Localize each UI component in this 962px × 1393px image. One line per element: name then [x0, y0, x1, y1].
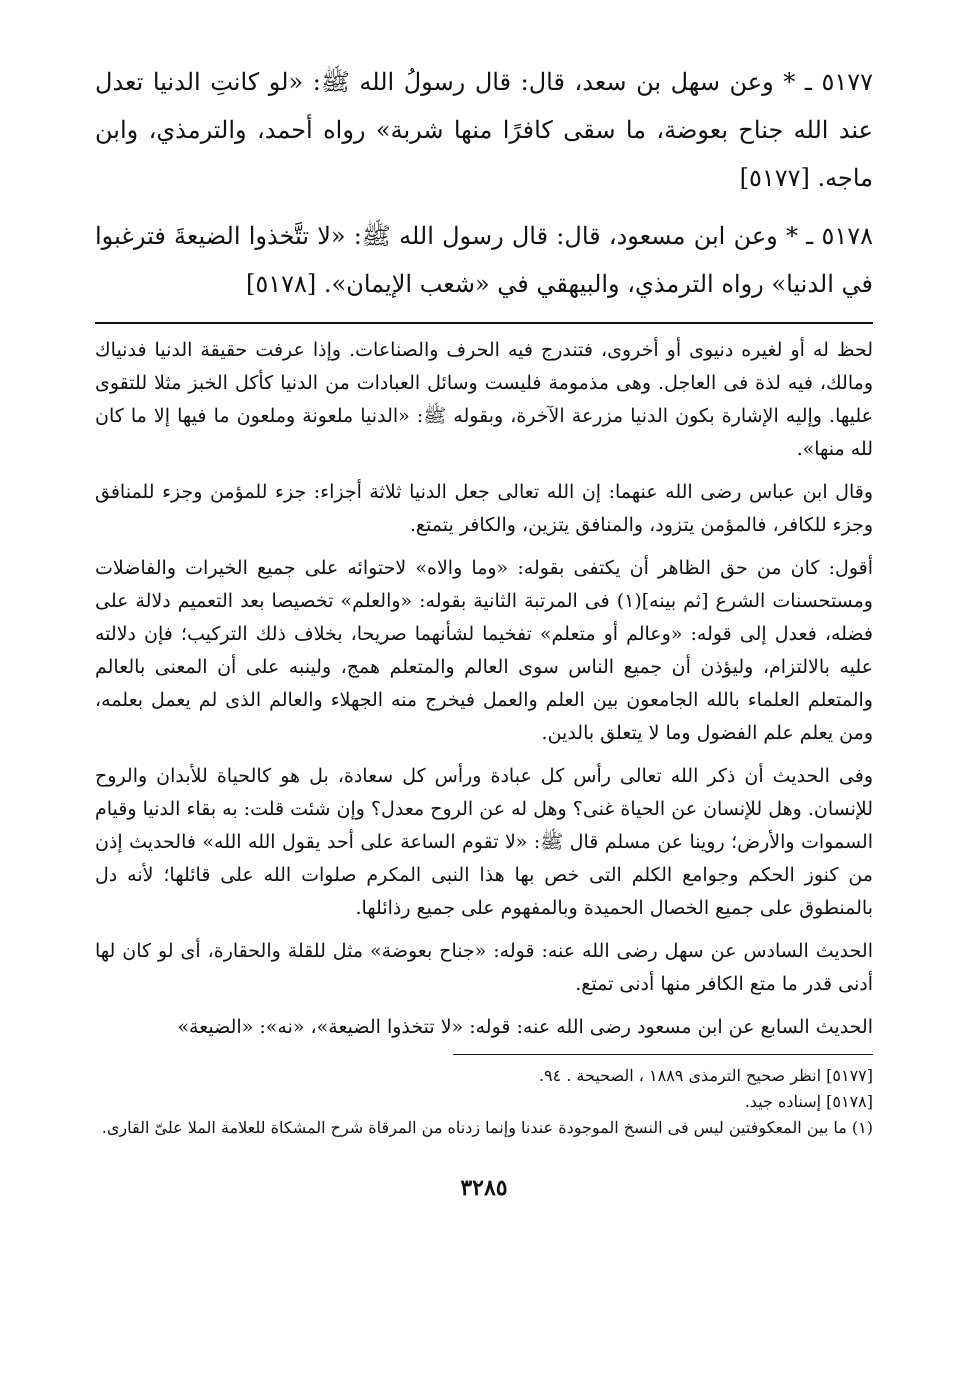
hadith-section — [95, 58, 873, 308]
hadith-5177: ٥١٧٧ ـ * وعن سهل بن سعد، قال: قال رسولُ الله ﷺ: «لو كانتِ الدنيا تعدل عند الله جناح بعوضة، ما سقى كافرًا منها شربة» رواه أحمد، والترمذي، وابن ماجه. [٥١٧٧] — [95, 68, 873, 192]
footnote-5177: [٥١٧٧] انظر صحيح الترمذى ١٨٨٩ ، الصحيحة . ٩٤. — [538, 1066, 873, 1085]
page-number: ٣٢٨٥ — [460, 1175, 508, 1201]
page-body — [95, 58, 873, 1201]
commentary-paragraph: الحديث السابع عن ابن مسعود رضى الله عنه: قوله: «لا تتخذوا الضيعة»، «نه»: «الضيعة» — [177, 1016, 873, 1038]
commentary-paragraph: وقال ابن عباس رضى الله عنهما: إن الله تعالى جعل الدنيا ثلاثة أجزاء: جزء للمؤمن وجزء للمنافق وجزء للكافر، فالمؤمن يتزود، والمنافق يتزين، والكافر يتمتع. — [95, 481, 873, 536]
section-divider — [95, 322, 873, 324]
hadith-5178: ٥١٧٨ ـ * وعن ابن مسعود، قال: قال رسول الله ﷺ: «لا تتَّخذوا الضيعةَ فترغبوا في الدنيا» رواه الترمذي، والبيهقي في «شعب الإيمان». [٥١٧٨] — [95, 222, 873, 298]
footnotes-section — [95, 1063, 873, 1141]
footnote-5178: [٥١٧٨] إسناده جيد. — [744, 1092, 873, 1111]
footnote-1: (١) ما بين المعكوفتين ليس فى النسخ الموجودة عندنا وإنما زدناه من المرقاة شرح المشكاة للعلامة الملا علىّ القارى. — [101, 1118, 873, 1137]
commentary-section — [95, 334, 873, 1044]
commentary-paragraph: لحظ له أو لغيره دنيوى أو أخروى، فتندرج فيه الحرف والصناعات. وإذا عرفت حقيقة الدنيا فدنياك ومالك، فيه لذة فى العاجل. وهى مذمومة فليست وسائل العبادات من الدنيا كأكل الخبز مثلا للتقوى عليها. وإليه الإشارة بكون الدنيا مزرعة الآخرة، وبقوله ﷺ: «الدنيا ملعونة وملعون ما فيها إلا ما كان لله منها». — [95, 339, 873, 460]
commentary-paragraph: أقول: كان من حق الظاهر أن يكتفى بقوله: «وما والاه» لاحتوائه على جميع الخيرات والفاضلات ومستحسنات الشرع [ثم بينه](١) فى المرتبة الثانية بقوله: «والعلم» تخصيصا بعد التعميم دلالة على فضله، فعدل إلى قوله: «وعالم أو متعلم» تفخيما لشأنهما صريحا، بخلاف ذلك التركيب؛ فإن دلالته عليه بالالتزام، وليؤذن أن جميع الناس سوى العالم والمتعلم همج، ولينبه على أن المعنى بالعالم والمتعلم العلماء بالله الجامعون بين العلم والعمل فيخرج منه الجهلاء والعالم الذى لم يعمل بعلمه، ومن يعلم علم الفضول وما لا يتعلق بالدين. — [95, 557, 873, 744]
commentary-paragraph: الحديث السادس عن سهل رضى الله عنه: قوله: «جناح بعوضة» مثل للقلة والحقارة، أى لو كان لها أدنى قدر ما متع الكافر منها أدنى تمتع. — [95, 940, 873, 995]
commentary-paragraph: وفى الحديث أن ذكر الله تعالى رأس كل عبادة ورأس كل سعادة، بل هو كالحياة للأبدان والروح للإنسان. وهل للإنسان عن الحياة غنى؟ وهل له عن الروح معدل؟ وإن شئت قلت: به بقاء الدنيا وقيام السموات والأرض؛ روينا عن مسلم قال ﷺ: «لا تقوم الساعة على أحد يقول الله الله» فالحديث إذن من كنوز الحكم وجوامع الكلم التى خص بها هذا النبى المكرم صلوات الله على قائلها؛ لأنه دل بالمنطوق على جميع الخصال الحميدة وبالمفهوم على جميع رذائلها. — [95, 765, 873, 919]
footnote-divider — [453, 1054, 873, 1055]
